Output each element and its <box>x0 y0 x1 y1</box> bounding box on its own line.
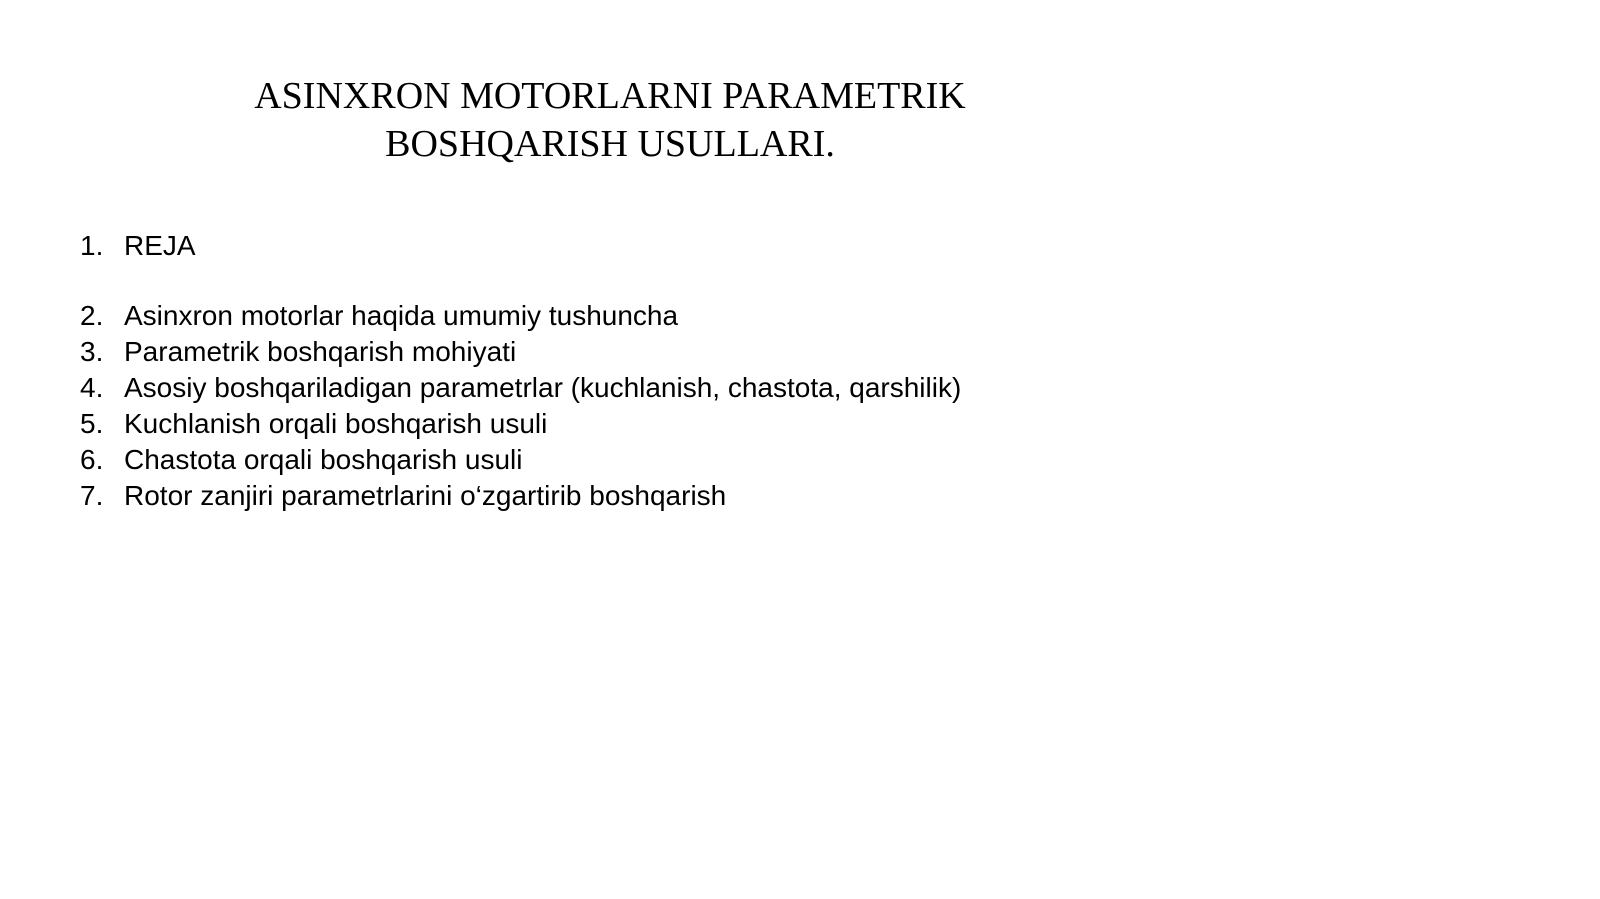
list-item <box>80 442 1280 478</box>
list-item <box>80 406 1280 442</box>
list-item-label: Chastota orqali boshqarish usuli <box>124 444 523 475</box>
list-item-number: 7. <box>80 480 104 511</box>
list-item-label: REJA <box>124 230 196 261</box>
list-item <box>80 298 1280 334</box>
slide-title-line-1: ASINXRON MOTORLARNI PARAMETRIK <box>254 75 966 117</box>
list-item-label: Asinxron motorlar haqida umumiy tushuncha <box>124 300 679 331</box>
list-item-number: 3. <box>80 336 104 367</box>
slide-title <box>180 72 1040 168</box>
list-item-label: Kuchlanish orqali boshqarish usuli <box>124 408 548 439</box>
plan-list <box>80 228 1280 514</box>
list-item <box>80 478 1280 514</box>
list-item-number: 6. <box>80 444 104 475</box>
slide-title-line-2: BOSHQARISH USULLARI. <box>385 123 835 165</box>
list-item <box>80 228 1280 264</box>
list-item-label: Asosiy boshqariladigan parametrlar (kuchlanish, chastota, qarshilik) <box>124 372 962 403</box>
list-item-number: 1. <box>80 230 104 261</box>
list-item-label: Rotor zanjiri parametrlarini o‘zgartirib boshqarish <box>124 480 727 511</box>
list-item-number: 5. <box>80 408 104 439</box>
list-item-label: Parametrik boshqarish mohiyati <box>124 336 517 367</box>
list-item-number: 4. <box>80 372 104 403</box>
list-item <box>80 334 1280 370</box>
list-item <box>80 370 1280 406</box>
list-item-number: 2. <box>80 300 104 331</box>
